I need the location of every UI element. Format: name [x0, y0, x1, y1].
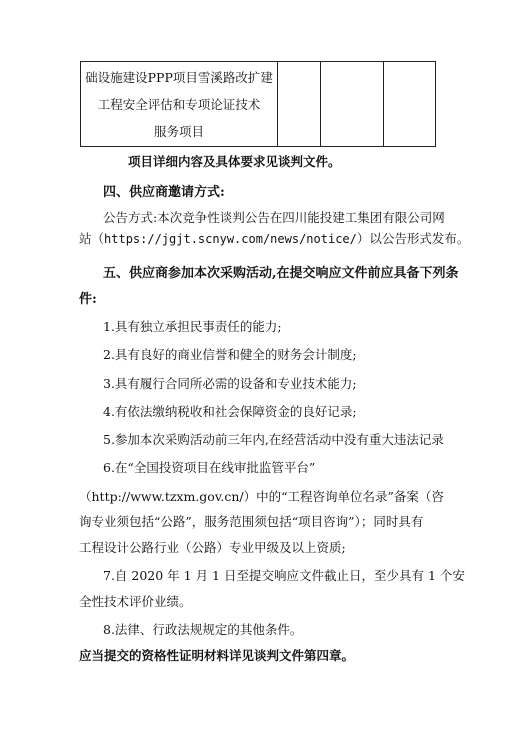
- announcement-url-link[interactable]: https://jgjt.scnyw.com/news/notice/: [104, 232, 357, 246]
- requirement-item: 6.在“全国投资项目在线审批监管平台”: [103, 460, 316, 475]
- requirement-item: 4.有依法缴纳税收和社会保障资金的良好记录;: [103, 404, 357, 419]
- section4-heading: 四、供应商邀请方式:: [103, 185, 225, 200]
- announcement-method: 公告方式:本次竞争性谈判公告在四川能投建工集团有限公司网: [103, 210, 445, 225]
- announcement-site: [79, 229, 469, 247]
- requirement-item: 7.自 2020 年 1 月 1 日至提交响应文件截止日，至少具有 1 个安: [103, 568, 465, 583]
- requirement-item-cont: 工程设计公路行业（公路）专业甲级及以上资质;: [79, 540, 346, 555]
- requirement-item: 5.参加本次采购活动前三年内,在经营活动中没有重大违法记录: [103, 432, 444, 447]
- requirement-item: 3.具有履行合同所必需的设备和专业技术能力;: [103, 376, 357, 391]
- table-empty-cell: [384, 62, 436, 147]
- requirement-item: 8.法律、行政法规规定的其他条件。: [103, 622, 303, 637]
- table-empty-cell: [321, 62, 384, 147]
- section5-heading-cont: 件:: [79, 292, 97, 307]
- table-empty-cell: [278, 62, 321, 147]
- table-row: [81, 62, 436, 147]
- site-prefix: 站（: [79, 231, 105, 246]
- requirement-item: 1.具有独立承担民事责任的能力;: [103, 319, 282, 334]
- requirement-item-cont: 全性技术评价业绩。: [79, 594, 192, 609]
- details-note: 项目详细内容及具体要求见谈判文件。: [128, 154, 341, 169]
- project-name-line: 服务项目: [153, 123, 204, 139]
- project-name-line: 工程安全评估和专项论证技术: [97, 96, 261, 112]
- project-name-line: 础设施建设PPP项目雪溪路改扩建: [85, 69, 273, 85]
- requirement-item-cont: 询专业须包括“公路”，服务范围须包括“项目咨询”）；同时具有: [79, 514, 424, 529]
- section5-heading: 五、供应商参加本次采购活动,在提交响应文件前应具备下列条: [103, 266, 459, 281]
- requirement-item-cont: （http://www.tzxm.gov.cn/）中的“工程咨询单位名录”备案（咨: [79, 489, 444, 504]
- qualification-note: 应当提交的资格性证明材料详见谈判文件第四章。: [79, 648, 355, 663]
- site-suffix: ）以公告形式发布。: [356, 231, 470, 246]
- project-table: [80, 61, 436, 147]
- project-name-cell: [81, 62, 278, 147]
- requirement-item: 2.具有良好的商业信誉和健全的财务会计制度;: [103, 347, 357, 362]
